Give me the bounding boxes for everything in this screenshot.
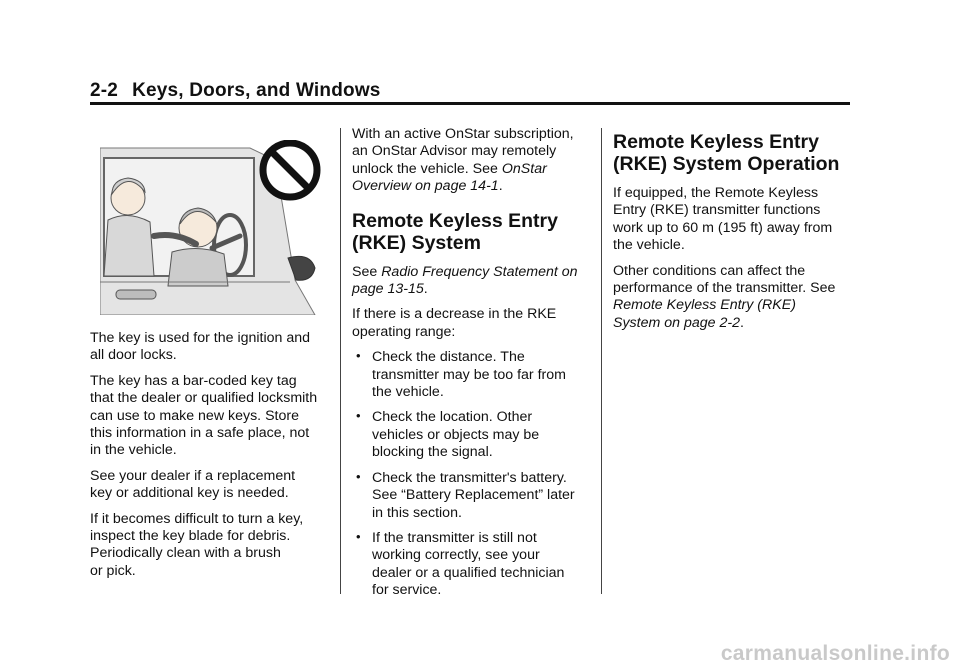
list-item: • Check the transmitter's battery. See “Battery Replacement” later in this section. — [352, 470, 600, 522]
paragraph-see-radio-frequency: See Radio Frequency Statement on page 13-15. — [352, 263, 578, 298]
watermark: carmanualsonline.info — [720, 642, 950, 665]
column-right — [613, 128, 853, 340]
page-header — [90, 80, 850, 102]
paragraph-other-conditions: Other conditions can affect the performance of the transmitter. See Remote Keyless Entry (RKE) System on page 2-2. — [613, 262, 836, 331]
paragraph-onstar: With an active OnStar subscription, an OnStar Advisor may remotely unlock the vehicle. See OnStar Overview on page 14-1. — [352, 126, 574, 195]
radio-frequency-link[interactable]: Radio Frequency Statement on — [381, 263, 578, 280]
paragraph-rke-range: If equipped, the Remote Keyless Entry (RKE) transmitter functions work up to 60 m (195 ft) away from the vehicle. — [613, 185, 833, 254]
range-checklist — [352, 349, 600, 599]
rke-system-link-cont[interactable]: System on page 2-2 — [613, 314, 740, 331]
paragraph-replacement-key: See your dealer if a replacement key or additional key is needed. — [90, 467, 296, 502]
children-in-vehicle-illustration — [100, 140, 325, 315]
onstar-overview-link-cont[interactable]: Overview on page 14-1 — [352, 178, 499, 195]
rke-system-link[interactable]: Remote Keyless Entry (RKE) — [613, 297, 796, 314]
column-left — [90, 330, 335, 588]
onstar-overview-link[interactable]: OnStar — [501, 160, 547, 177]
paragraph-key-tag: The key has a bar-coded key tag that the dealer or qualified locksmith can use to make new keys. Store this information in a safe place, not in the vehicle. — [90, 372, 318, 459]
heading-rke-system: Remote Keyless Entry (RKE) System — [352, 209, 558, 254]
list-item: • If the transmitter is still not working correctly, see your dealer or a qualified technician for service. — [352, 530, 600, 600]
column-middle — [352, 126, 600, 608]
paragraph-key-cleaning: If it becomes difficult to turn a key, inspect the key blade for debris. Periodically clean with a brush or pick. — [90, 510, 304, 579]
list-item: • Check the distance. The transmitter may be too far from the vehicle. — [352, 349, 600, 401]
paragraph-range-decrease: If there is a decrease in the RKE operating range: — [352, 306, 557, 340]
heading-rke-operation: Remote Keyless Entry (RKE) System Operation — [613, 131, 840, 175]
column-divider-1 — [340, 128, 341, 594]
page-number: 2-2 — [90, 80, 119, 101]
chapter-title: Keys, Doors, and Windows — [132, 80, 381, 101]
radio-frequency-link-cont[interactable]: page 13-15 — [352, 281, 424, 298]
paragraph-key-use: The key is used for the ignition and all door locks. — [90, 330, 311, 364]
column-divider-2 — [601, 128, 602, 594]
list-item: • Check the location. Other vehicles or objects may be blocking the signal. — [352, 409, 600, 461]
header-rule — [90, 102, 850, 105]
